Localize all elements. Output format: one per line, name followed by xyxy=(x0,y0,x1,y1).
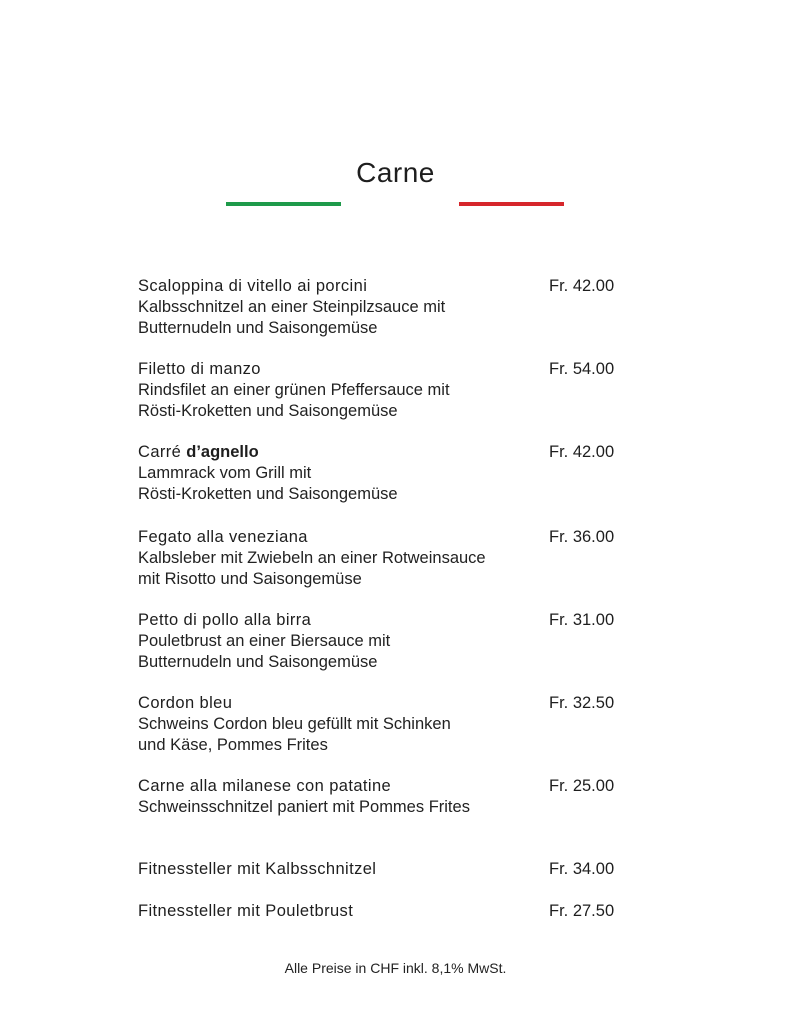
menu-item-description: Rindsfilet an einer grünen Pfeffersauce mit xyxy=(138,381,450,399)
menu-item-price: Fr. 32.50 xyxy=(549,694,615,712)
menu-item-description: Schweins Cordon bleu gefüllt mit Schinken xyxy=(138,715,451,733)
green-divider-line xyxy=(226,202,341,206)
page-title: Carne xyxy=(356,157,435,188)
menu-item-price: Fr. 25.00 xyxy=(549,777,615,795)
menu-item-name: Carne alla milanese con patatine xyxy=(138,777,392,795)
menu-item-name: Fegato alla veneziana xyxy=(138,528,308,546)
menu-item-description: Butternudeln und Saisongemüse xyxy=(138,653,378,671)
menu-item-name: Petto di pollo alla birra xyxy=(138,611,312,629)
menu-item-price: Fr. 54.00 xyxy=(549,360,615,378)
menu-item-cordon-bleu xyxy=(138,693,638,756)
menu-item-description: Pouletbrust an einer Biersauce mit xyxy=(138,632,391,650)
menu-item-fitness-kalb xyxy=(138,859,638,880)
menu-item-description: Rösti-Kroketten und Saisongemüse xyxy=(138,402,398,420)
menu-list xyxy=(138,276,638,922)
menu-item-name: Fitnessteller mit Pouletbrust xyxy=(138,902,354,920)
menu-item-description: Kalbsleber mit Zwiebeln an einer Rotweinsauce xyxy=(138,549,486,567)
menu-item-description: Rösti-Kroketten und Saisongemüse xyxy=(138,485,398,503)
menu-item-name-plain: Carré xyxy=(138,443,187,461)
menu-item-petto-di-pollo xyxy=(138,610,638,673)
menu-item-description: und Käse, Pommes Frites xyxy=(138,736,328,754)
menu-item-price: Fr. 34.00 xyxy=(549,860,615,878)
menu-item-description: Butternudeln und Saisongemüse xyxy=(138,319,378,337)
menu-item-name-bold: d’agnello xyxy=(186,443,259,461)
menu-item-name: Fitnessteller mit Kalbsschnitzel xyxy=(138,860,377,878)
menu-item-description: Schweinsschnitzel paniert mit Pommes Frites xyxy=(138,798,470,816)
menu-item-price: Fr. 42.00 xyxy=(549,443,615,461)
menu-item-description: Kalbsschnitzel an einer Steinpilzsauce mit xyxy=(138,298,446,316)
menu-item-name: Cordon bleu xyxy=(138,694,233,712)
menu-item-description: mit Risotto und Saisongemüse xyxy=(138,570,362,588)
menu-item-carre xyxy=(138,442,638,505)
price-footnote: Alle Preise in CHF inkl. 8,1% MwSt. xyxy=(284,960,507,976)
menu-item-filetto xyxy=(138,359,638,422)
menu-item-price: Fr. 31.00 xyxy=(549,611,615,629)
menu-item-name: Filetto di manzo xyxy=(138,360,261,378)
menu-item-scaloppina xyxy=(138,276,638,339)
menu-item-price: Fr. 27.50 xyxy=(549,902,615,920)
menu-item-fegato xyxy=(138,527,638,590)
menu-item-description: Lammrack vom Grill mit xyxy=(138,464,312,482)
menu-item-name: Scaloppina di vitello ai porcini xyxy=(138,277,368,295)
menu-item-price: Fr. 42.00 xyxy=(549,277,615,295)
red-divider-line xyxy=(459,202,564,206)
menu-item-fitness-poulet xyxy=(138,901,638,922)
menu-item-price: Fr. 36.00 xyxy=(549,528,615,546)
menu-item-carne-milanese xyxy=(138,776,638,818)
